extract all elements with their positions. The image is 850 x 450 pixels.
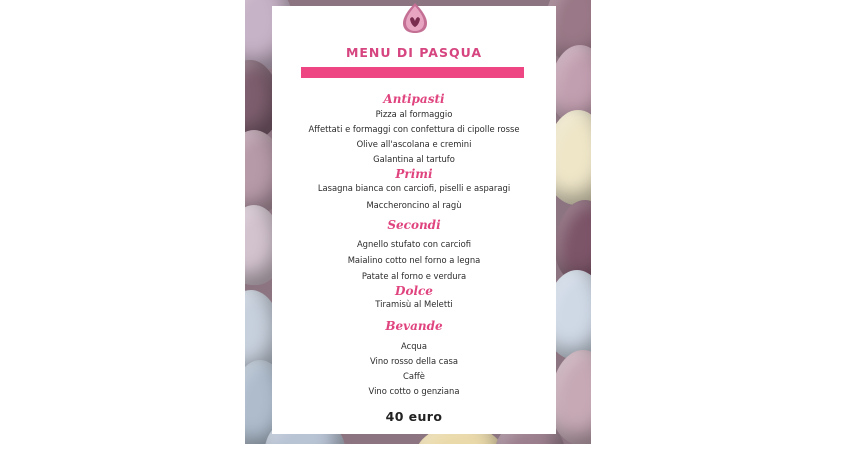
section-title: Antipasti bbox=[383, 92, 445, 106]
section-title: Primi bbox=[395, 167, 433, 181]
menu-item: Vino rosso della casa bbox=[369, 356, 458, 366]
menu-price: 40 euro bbox=[385, 409, 443, 424]
section-title: Secondi bbox=[387, 218, 441, 232]
menu-item: Affettati e formaggi con confettura di cipolle rosse bbox=[308, 124, 520, 134]
section-primi bbox=[272, 168, 556, 214]
easter-egg-icon bbox=[402, 2, 428, 34]
menu-item: Maccheroncino al ragù bbox=[366, 200, 462, 210]
section-antipasti bbox=[272, 91, 556, 167]
menu-item: Patate al forno e verdura bbox=[361, 271, 467, 281]
menu-item: Agnello stufato con carciofi bbox=[356, 239, 472, 249]
menu-item: Acqua bbox=[401, 341, 427, 351]
menu-sections bbox=[272, 90, 556, 399]
menu-item: Olive all'ascolana e cremini bbox=[356, 139, 472, 149]
section-secondi bbox=[272, 215, 556, 285]
menu-item: Galantina al tartufo bbox=[373, 154, 455, 164]
title-accent-bar bbox=[301, 67, 524, 78]
section-title: Bevande bbox=[385, 319, 443, 333]
menu-title: MENU DI PASQUA bbox=[345, 45, 483, 60]
menu-item: Pizza al formaggio bbox=[375, 109, 453, 119]
menu-item: Vino cotto o genziana bbox=[368, 386, 460, 396]
menu-item: Lasagna bianca con carciofi, piselli e asparagi bbox=[317, 183, 511, 193]
section-title: Dolce bbox=[395, 284, 433, 298]
menu-item: Caffè bbox=[403, 371, 425, 381]
section-bevande bbox=[272, 313, 556, 399]
menu-item: Maialino cotto nel forno a legna bbox=[347, 255, 481, 265]
section-dolce bbox=[272, 286, 556, 312]
menu-item: Tiramisù al Meletti bbox=[375, 299, 453, 309]
